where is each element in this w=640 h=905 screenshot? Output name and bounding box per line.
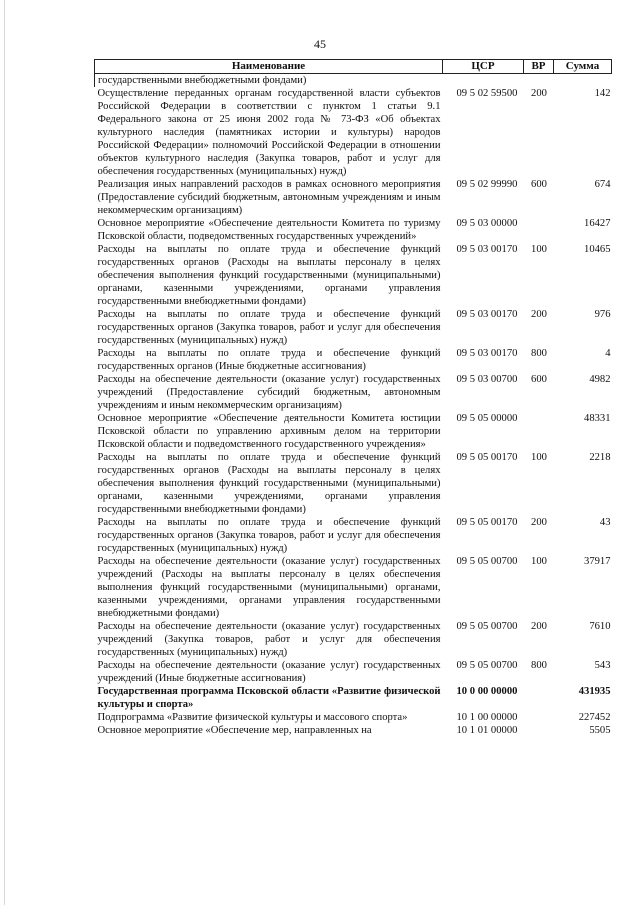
header-sum: Сумма — [554, 60, 612, 74]
row-name-cell: Расходы на выплаты по оплате труда и обеспечение функций государственных органов (Иные бюджетные ассигнования) — [97, 348, 441, 372]
row-sum-cell: 43 — [599, 517, 611, 528]
row-csr-cell: 09 5 05 00700 — [456, 556, 518, 567]
row-vr-cell: 100 — [531, 452, 547, 463]
row-sum-cell: 7610 — [589, 621, 611, 632]
table-row — [95, 555, 612, 620]
row-name-cell: государственными внебюджетными фондами) — [95, 74, 443, 88]
table-header — [95, 60, 612, 74]
table-row — [95, 620, 612, 659]
row-name-cell: Расходы на выплаты по оплате труда и обеспечение функций государственных органов (Расходы на выплаты персоналу в целях обеспечения выполнения функций государственными (муниципальными) органами, казенными учреждениями, органами управления государственными внебюджетными фондами) — [97, 244, 441, 307]
row-vr-cell: 600 — [531, 374, 547, 385]
row-csr-cell: 09 5 05 00700 — [456, 621, 518, 632]
row-csr-cell: 09 5 02 59500 — [456, 88, 518, 99]
row-name-cell: Расходы на обеспечение деятельности (оказание услуг) государственных учреждений (Расходы на выплаты персоналу в целях обеспечения выполнения функций государственными (муниципальными) органами, казенными учреждениями, органами управления государственными внебюджетными фондами) — [97, 556, 441, 619]
row-name-cell: Осуществление переданных органам государственной власти субъектов Российской Федерации в соответствии с пунктом 1 статьи 9.1 Федерального закона от 25 июня 2002 года № 73-ФЗ «Об объектах культурного наследия (памятниках истории и культуры) народов Российской Федерации» полномочий Российской Федерации в отношении объектов культурного наследия (Закупка товаров, работ и услуг для обеспечения государственных (муниципальных) нужд) — [97, 88, 441, 177]
row-csr-cell: 10 0 00 00000 — [456, 686, 518, 697]
row-vr-cell: 800 — [531, 348, 547, 359]
row-csr-cell: 10 1 00 00000 — [456, 712, 518, 723]
row-vr-cell — [524, 74, 554, 88]
row-csr-cell: 09 5 03 00700 — [456, 374, 518, 385]
row-sum-cell: 4 — [605, 348, 611, 359]
page-number: 45 — [314, 37, 326, 51]
row-name-cell: Расходы на обеспечение деятельности (оказание услуг) государственных учреждений (Иные бюджетные ассигнования) — [97, 660, 441, 684]
table-row — [95, 516, 612, 555]
row-sum-cell: 227452 — [578, 712, 611, 723]
row-name-cell: Расходы на обеспечение деятельности (оказание услуг) государственных учреждений (Закупка товаров, работ и услуг для обеспечения государственных (муниципальных) нужд) — [97, 621, 441, 658]
row-csr-cell: 10 1 01 00000 — [456, 725, 518, 736]
table-row — [95, 685, 612, 711]
row-vr-cell — [524, 412, 554, 451]
header-csr: ЦСР — [443, 60, 524, 74]
row-sum-cell: 16427 — [584, 218, 611, 229]
row-sum-cell — [554, 74, 612, 88]
row-sum-cell: 431935 — [578, 686, 611, 697]
row-name-cell: Реализация иных направлений расходов в рамках основного мероприятия (Предоставление субсидий бюджетным, автономным учреждениям и иным некоммерческим организациям) — [97, 179, 441, 216]
row-sum-cell: 142 — [594, 88, 611, 99]
row-name-cell: Расходы на выплаты по оплате труда и обеспечение функций государственных органов (Закупка товаров, работ и услуг для обеспечения государственных (муниципальных) нужд) — [97, 517, 441, 554]
header-vr: ВР — [524, 60, 554, 74]
table-row — [95, 74, 612, 88]
row-name-cell: Основное мероприятие «Обеспечение мер, направленных на — [97, 725, 372, 736]
row-vr-cell — [524, 685, 554, 711]
table-row — [95, 373, 612, 412]
header-row — [95, 60, 612, 74]
table-body — [95, 74, 612, 738]
row-sum-cell: 976 — [594, 309, 611, 320]
table-row — [95, 724, 612, 737]
budget-table — [94, 59, 612, 737]
row-sum-cell: 674 — [594, 179, 611, 190]
row-name-cell: Государственная программа Псковской области «Развитие физической культуры и спорта» — [97, 686, 441, 710]
row-csr-cell — [443, 74, 524, 88]
table-row — [95, 451, 612, 516]
row-name-cell: Расходы на выплаты по оплате труда и обеспечение функций государственных органов (Расходы на выплаты персоналу в целях обеспечения выполнения функций государственными (муниципальными) органами, казенными учреждениями, органами управления государственными внебюджетными фондами) — [97, 452, 441, 515]
row-sum-cell: 37917 — [584, 556, 611, 567]
row-vr-cell: 200 — [531, 621, 547, 632]
row-sum-cell: 10465 — [584, 244, 611, 255]
row-sum-cell: 543 — [594, 660, 611, 671]
table-row — [95, 243, 612, 308]
row-sum-cell: 2218 — [589, 452, 611, 463]
row-name-cell: Расходы на обеспечение деятельности (оказание услуг) государственных учреждений (Предоставление субсидий бюджетным, автономным учреждениям и иным некоммерческим организациям) — [97, 374, 441, 411]
row-sum-cell: 48331 — [584, 413, 611, 424]
row-vr-cell: 200 — [531, 88, 547, 99]
table-row — [95, 412, 612, 451]
table-row — [95, 217, 612, 243]
row-name-cell: Основное мероприятие «Обеспечение деятельности Комитета юстиции Псковской области по управлению архивным делом на территории Псковской области и подведомственного государственного учреждения» — [97, 413, 441, 450]
row-csr-cell: 09 5 03 00170 — [456, 348, 518, 359]
row-csr-cell: 09 5 03 00170 — [456, 244, 518, 255]
row-csr-cell: 09 5 03 00170 — [456, 309, 518, 320]
row-csr-cell: 09 5 05 00170 — [456, 452, 518, 463]
row-vr-cell: 800 — [531, 660, 547, 671]
row-vr-cell: 100 — [531, 556, 547, 567]
row-vr-cell: 100 — [531, 244, 547, 255]
row-name-cell: Подпрограмма «Развитие физической культуры и массового спорта» — [97, 712, 408, 723]
row-csr-cell: 09 5 05 00700 — [456, 660, 518, 671]
table-row — [95, 87, 612, 178]
row-vr-cell: 200 — [531, 517, 547, 528]
row-csr-cell: 09 5 05 00170 — [456, 517, 518, 528]
row-vr-cell: 200 — [531, 309, 547, 320]
table-row — [95, 178, 612, 217]
table-row — [95, 711, 612, 724]
row-vr-cell — [524, 217, 554, 243]
table-row — [95, 347, 612, 373]
row-csr-cell: 09 5 02 99990 — [456, 179, 518, 190]
header-name: Наименование — [95, 60, 443, 74]
row-name-cell: Основное мероприятие «Обеспечение деятельности Комитета по туризму Псковской области, подведомственных государственных учреждений» — [97, 218, 441, 242]
row-sum-cell: 4982 — [589, 374, 611, 385]
row-csr-cell: 09 5 05 00000 — [456, 413, 518, 424]
row-vr-cell — [524, 711, 554, 724]
row-sum-cell: 5505 — [589, 725, 611, 736]
row-name-cell: Расходы на выплаты по оплате труда и обеспечение функций государственных органов (Закупка товаров, работ и услуг для обеспечения государственных (муниципальных) нужд) — [97, 309, 441, 346]
table-row — [95, 308, 612, 347]
table-row — [95, 659, 612, 685]
scan-edge-line — [4, 0, 5, 905]
row-vr-cell — [524, 724, 554, 737]
row-vr-cell: 600 — [531, 179, 547, 190]
row-csr-cell: 09 5 03 00000 — [456, 218, 518, 229]
